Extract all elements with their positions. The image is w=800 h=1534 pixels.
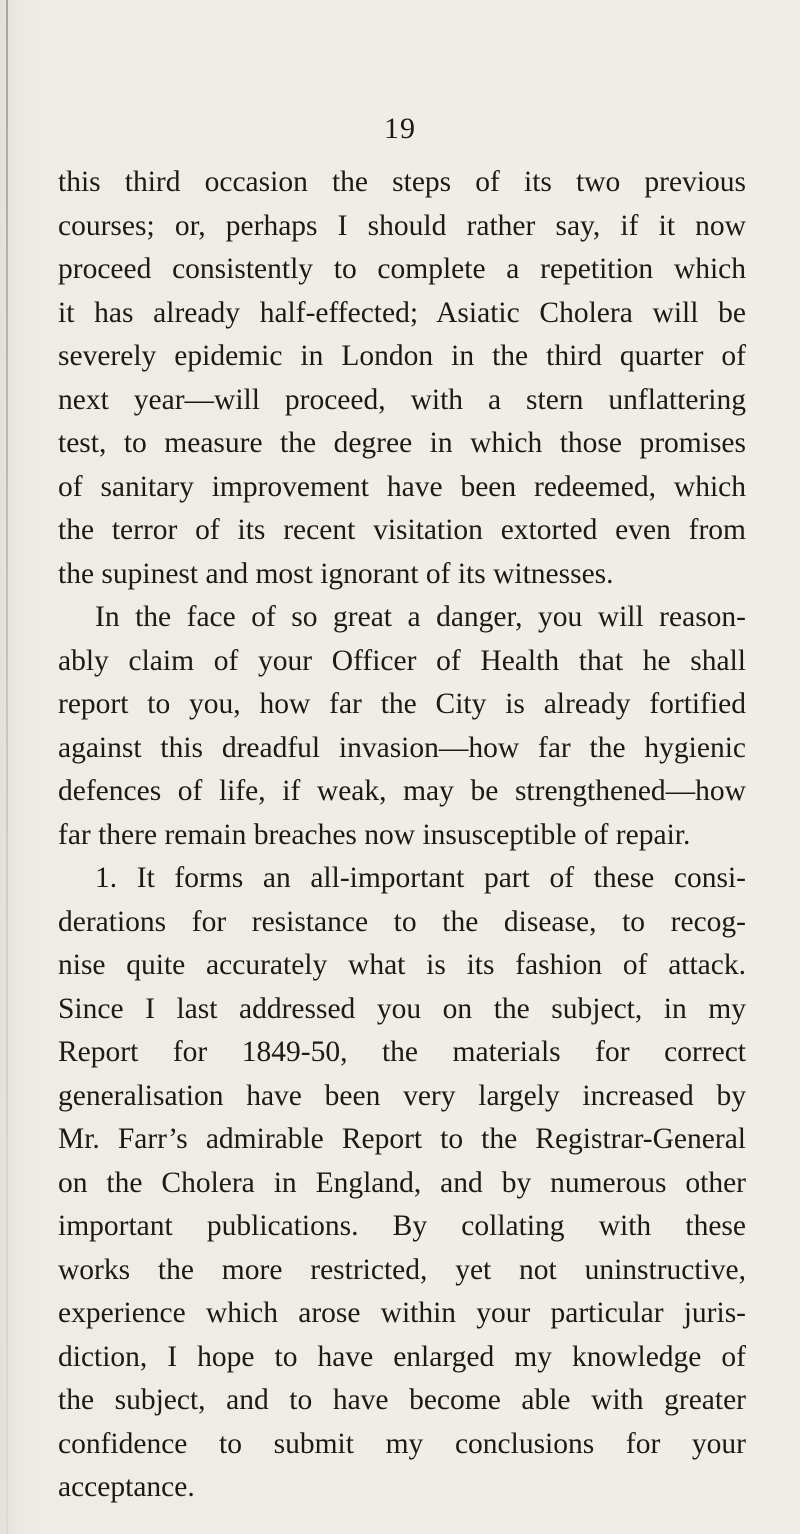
paragraph-first-line: In the face of so great a danger, you will reason- <box>95 601 746 633</box>
text-line: courses; or, perhaps I should rather say, if it now <box>58 210 746 242</box>
text-line: nise quite accurately what is its fashion of attack. <box>58 949 746 981</box>
text-line: the supinest and most ignorant of its witnesses. <box>58 558 614 590</box>
text-line: the subject, and to have become able with greater <box>58 1384 746 1416</box>
text-line: against this dreadful invasion—how far the hygienic <box>58 732 746 764</box>
text-line: ably claim of your Officer of Health that he shall <box>58 645 746 677</box>
text-line: works the more restricted, yet not uninstructive, <box>58 1254 746 1286</box>
text-line: important publications. By collating with these <box>58 1210 746 1242</box>
text-line: test, to measure the degree in which those promises <box>58 427 746 459</box>
text-line: the terror of its recent visitation extorted even from <box>58 514 746 546</box>
text-line: this third occasion the steps of its two previous <box>58 166 746 198</box>
text-line: derations for resistance to the disease, to recog- <box>58 906 746 938</box>
page-number: 19 <box>384 112 416 145</box>
text-line: proceed consistently to complete a repetition which <box>58 253 746 285</box>
text-line: confidence to submit my conclusions for your <box>58 1428 746 1460</box>
text-line: Since I last addressed you on the subject, in my <box>58 993 746 1025</box>
paragraph-first-line: 1. It forms an all-important part of these consi- <box>95 862 746 894</box>
text-line: acceptance. <box>58 1471 195 1503</box>
text-line: experience which arose within your particular juris- <box>58 1297 746 1329</box>
text-line: generalisation have been very largely increased by <box>58 1080 746 1112</box>
binding-gutter <box>6 0 8 1534</box>
text-line: defences of life, if weak, may be strengthened—how <box>58 775 746 807</box>
text-line: next year—will proceed, with a stern unflattering <box>58 384 746 416</box>
text-line: on the Cholera in England, and by numerous other <box>58 1167 746 1199</box>
text-line: Mr. Farr’s admirable Report to the Registrar-General <box>58 1123 746 1155</box>
text-line: report to you, how far the City is already fortified <box>58 688 746 720</box>
text-line: Report for 1849-50, the materials for correct <box>58 1036 746 1068</box>
text-line: severely epidemic in London in the third quarter of <box>58 340 746 372</box>
text-line: it has already half-effected; Asiatic Cholera will be <box>58 297 746 329</box>
text-line: diction, I hope to have enlarged my knowledge of <box>58 1341 746 1373</box>
text-line: of sanitary improvement have been redeemed, which <box>58 471 746 503</box>
text-line: far there remain breaches now insusceptible of repair. <box>58 819 691 851</box>
